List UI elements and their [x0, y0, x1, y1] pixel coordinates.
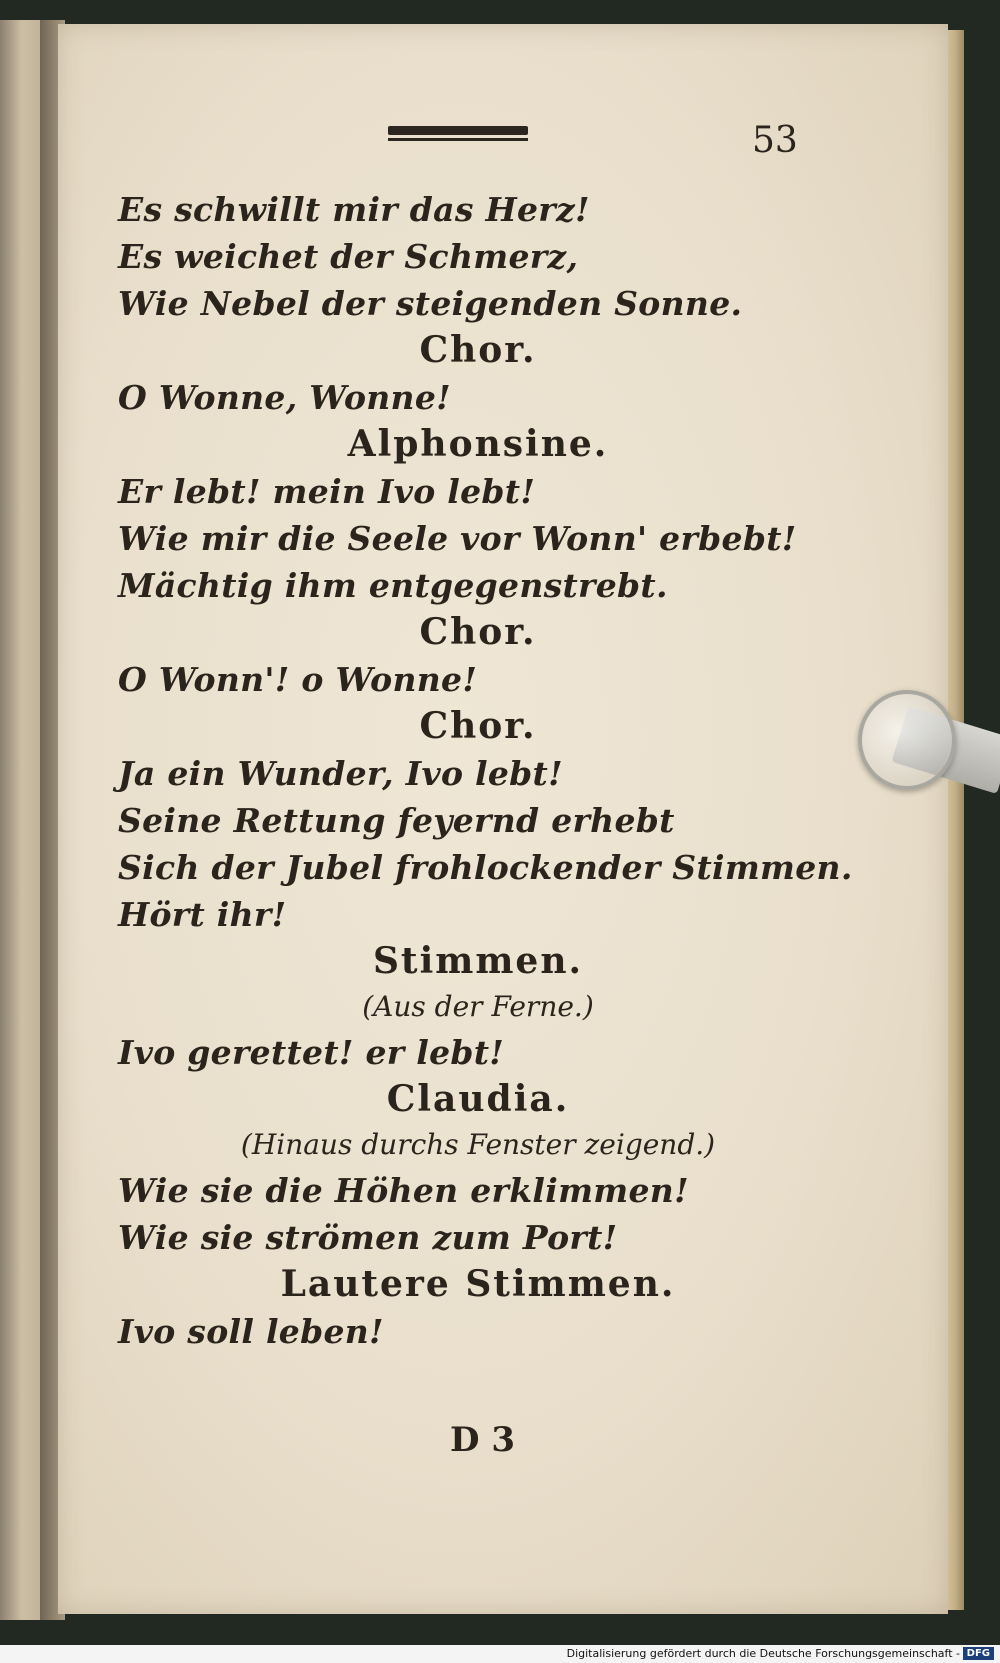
- verse-line: Wie Nebel der steigenden Sonne.: [118, 284, 743, 323]
- verse-line: Hört ihr!: [118, 895, 287, 934]
- verse-line: Sich der Jubel frohlockender Stimmen.: [118, 848, 853, 887]
- stage-direction: (Hinaus durchs Fenster zeigend.): [240, 1128, 716, 1161]
- verse-line: Es schwillt mir das Herz!: [118, 190, 590, 229]
- verse-line: O Wonne, Wonne!: [118, 378, 451, 417]
- page-text: [118, 186, 853, 1355]
- speaker-heading: Chor.: [419, 329, 537, 371]
- verse-line: Ivo gerettet! er lebt!: [118, 1033, 505, 1072]
- page-number: 53: [752, 120, 798, 161]
- speaker-heading: Stimmen.: [372, 940, 584, 982]
- dfg-logo: DFG: [963, 1647, 994, 1660]
- verse-line: Ja ein Wunder, Ivo lebt!: [118, 754, 563, 793]
- speaker-heading: Claudia.: [386, 1078, 570, 1120]
- funding-credit: Digitalisierung gefördert durch die Deutsche Forschungsgemeinschaft -: [566, 1647, 960, 1660]
- speaker-heading: Alphonsine.: [347, 423, 609, 465]
- speaker-heading: Chor.: [419, 611, 537, 653]
- verse-line: Es weichet der Schmerz,: [118, 237, 579, 276]
- stage-direction: (Aus der Ferne.): [362, 990, 594, 1023]
- verse-line: Ivo soll leben!: [118, 1312, 384, 1351]
- verse-line: Er lebt! mein Ivo lebt!: [118, 472, 536, 511]
- verse-line: Wie mir die Seele vor Wonn' erbebt!: [118, 519, 797, 558]
- verse-line: Wie sie strömen zum Port!: [118, 1218, 618, 1257]
- magnifier-icon: [858, 690, 956, 790]
- verse-line: Seine Rettung feyernd erhebt: [118, 801, 675, 840]
- verse-line: O Wonn'! o Wonne!: [118, 660, 478, 699]
- verse-line: Wie sie die Höhen erklimmen!: [118, 1171, 689, 1210]
- verse-line: Mächtig ihm entgegenstrebt.: [118, 566, 668, 605]
- speaker-heading: Chor.: [419, 705, 537, 747]
- speaker-heading: Lautere Stimmen.: [280, 1263, 676, 1305]
- header-ornament: [388, 126, 528, 142]
- printer-signature: D 3: [450, 1420, 515, 1460]
